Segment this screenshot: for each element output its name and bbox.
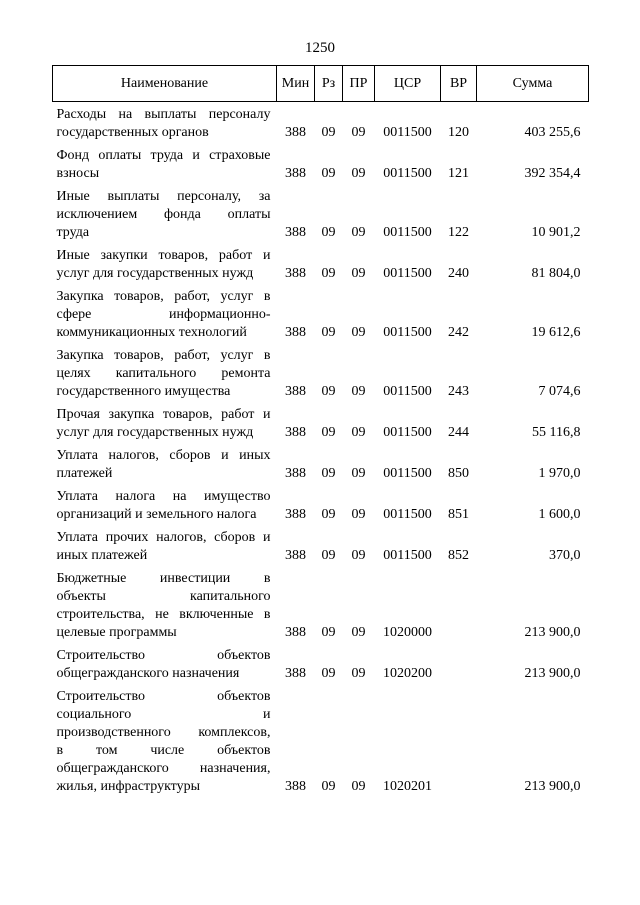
- table-row: [53, 143, 589, 184]
- row-pr: 09: [351, 548, 366, 563]
- row-name: [53, 184, 277, 243]
- row-vr: 244: [448, 425, 469, 440]
- row-rz: 09: [321, 779, 336, 794]
- row-sum: 213 900,0: [524, 666, 581, 681]
- row-name-line: исключением фонда оплаты: [56, 207, 271, 222]
- row-pr: 09: [351, 384, 366, 399]
- row-sum: 10 901,2: [531, 225, 581, 240]
- row-min: 388: [285, 507, 306, 522]
- header-min: Мин: [277, 66, 315, 102]
- row-min: 388: [285, 779, 306, 794]
- row-pr: 09: [351, 225, 366, 240]
- row-csr: 0011500: [383, 225, 432, 240]
- row-sum: 370,0: [549, 548, 581, 563]
- row-name-line: иных платежей: [56, 548, 148, 563]
- row-sum: 19 612,6: [531, 325, 581, 340]
- row-name-line: Прочая закупка товаров, работ и: [56, 407, 271, 422]
- row-vr: [441, 684, 477, 797]
- table-row: [53, 184, 589, 243]
- row-min: 388: [285, 166, 306, 181]
- table-header: [53, 66, 589, 102]
- row-sum: 213 900,0: [524, 779, 581, 794]
- row-csr: 0011500: [383, 125, 432, 140]
- row-name: [53, 484, 277, 525]
- row-min: 388: [285, 548, 306, 563]
- row-name: [53, 102, 277, 144]
- row-sum: 81 804,0: [531, 266, 581, 281]
- row-vr: [441, 643, 477, 684]
- row-rz: 09: [321, 384, 336, 399]
- page-number: 1250: [305, 40, 335, 56]
- row-sum: 403 255,6: [524, 125, 581, 140]
- row-name-line: услуг для государственных нужд: [56, 266, 254, 281]
- row-pr: 09: [351, 266, 366, 281]
- row-name-line: Уплата прочих налогов, сборов и: [56, 530, 271, 545]
- table-row: [53, 243, 589, 284]
- row-name-line: Строительство объектов: [56, 648, 271, 663]
- row-name-line: общегражданского назначения,: [56, 761, 271, 776]
- row-name-line: в том числе объектов: [56, 743, 271, 758]
- row-name: [53, 643, 277, 684]
- header-sum: Сумма: [477, 66, 589, 102]
- header-pr: ПР: [343, 66, 375, 102]
- row-name-line: строительства, не включенные в: [56, 607, 271, 622]
- row-name-line: общегражданского назначения: [56, 666, 240, 681]
- row-name-line: целевые программы: [56, 625, 177, 640]
- row-min: 388: [285, 466, 306, 481]
- row-name-line: государственного имущества: [56, 384, 231, 399]
- row-csr: 0011500: [383, 266, 432, 281]
- row-csr: 0011500: [383, 466, 432, 481]
- row-name-line: труда: [56, 225, 90, 240]
- row-name-line: Иные закупки товаров, работ и: [56, 248, 271, 263]
- row-name-line: Фонд оплаты труда и страховые: [56, 148, 271, 163]
- header-csr: ЦСР: [375, 66, 441, 102]
- row-name: [53, 443, 277, 484]
- row-rz: 09: [321, 166, 336, 181]
- row-vr: 852: [448, 548, 469, 563]
- row-csr: 1020201: [383, 779, 432, 794]
- table-row: [53, 402, 589, 443]
- table-row: [53, 102, 589, 144]
- row-rz: 09: [321, 548, 336, 563]
- row-sum: 1 600,0: [538, 507, 581, 522]
- row-pr: 09: [351, 507, 366, 522]
- row-rz: 09: [321, 125, 336, 140]
- row-name-line: коммуникационных технологий: [56, 325, 247, 340]
- row-min: 388: [285, 666, 306, 681]
- row-vr: 120: [448, 125, 469, 140]
- row-min: 388: [285, 425, 306, 440]
- row-name-line: сфере информационно-: [56, 307, 271, 322]
- row-csr: 1020200: [383, 666, 432, 681]
- row-vr: 121: [448, 166, 469, 181]
- row-pr: 09: [351, 425, 366, 440]
- row-rz: 09: [321, 466, 336, 481]
- row-sum: 55 116,8: [532, 425, 581, 440]
- row-name-line: Закупка товаров, работ, услуг в: [56, 289, 271, 304]
- row-rz: 09: [321, 325, 336, 340]
- row-name-line: государственных органов: [56, 125, 209, 140]
- row-vr: 243: [448, 384, 469, 399]
- row-sum: 7 074,6: [538, 384, 581, 399]
- row-name-line: социального и: [56, 707, 271, 722]
- row-pr: 09: [351, 666, 366, 681]
- row-pr: 09: [351, 325, 366, 340]
- row-name: [53, 566, 277, 643]
- row-name-line: Строительство объектов: [56, 689, 271, 704]
- row-min: 388: [285, 125, 306, 140]
- row-vr: [441, 566, 477, 643]
- row-rz: 09: [321, 425, 336, 440]
- row-name-line: платежей: [56, 466, 113, 481]
- row-name: [53, 143, 277, 184]
- row-rz: 09: [321, 266, 336, 281]
- row-rz: 09: [321, 625, 336, 640]
- row-name-line: Уплата налога на имущество: [56, 489, 271, 504]
- header-vr: ВР: [441, 66, 477, 102]
- row-min: 388: [285, 266, 306, 281]
- row-name-line: объекты капитального: [56, 589, 271, 604]
- row-name-line: жилья, инфраструктуры: [56, 779, 201, 794]
- row-pr: 09: [351, 166, 366, 181]
- row-rz: 09: [321, 666, 336, 681]
- row-vr: 122: [448, 225, 469, 240]
- row-name-line: производственного комплексов,: [56, 725, 271, 740]
- row-min: 388: [285, 225, 306, 240]
- row-vr: 240: [448, 266, 469, 281]
- row-name-line: взносы: [56, 166, 100, 181]
- row-name-line: услуг для государственных нужд: [56, 425, 254, 440]
- header-name: Наименование: [53, 66, 277, 102]
- row-csr: 0011500: [383, 425, 432, 440]
- header-rz: Рз: [315, 66, 343, 102]
- row-name-line: Иные выплаты персоналу, за: [56, 189, 271, 204]
- row-pr: 09: [351, 125, 366, 140]
- row-min: 388: [285, 625, 306, 640]
- table-row: [53, 284, 589, 343]
- row-csr: 0011500: [383, 325, 432, 340]
- table-row: [53, 484, 589, 525]
- row-name-line: Уплата налогов, сборов и иных: [56, 448, 271, 463]
- row-csr: 0011500: [383, 166, 432, 181]
- row-min: 388: [285, 384, 306, 399]
- row-vr: 850: [448, 466, 469, 481]
- row-vr: 851: [448, 507, 469, 522]
- row-pr: 09: [351, 625, 366, 640]
- table-row: [53, 443, 589, 484]
- row-name-line: Бюджетные инвестиции в: [56, 571, 271, 586]
- row-rz: 09: [321, 225, 336, 240]
- table-row: [53, 525, 589, 566]
- row-name: [53, 243, 277, 284]
- row-name-line: организаций и земельного налога: [56, 507, 257, 522]
- table-body: [53, 102, 589, 798]
- row-pr: 09: [351, 466, 366, 481]
- row-name-line: Расходы на выплаты персоналу: [56, 107, 271, 122]
- budget-table: [52, 65, 589, 797]
- table-row: [53, 643, 589, 684]
- row-sum: 392 354,4: [524, 166, 581, 181]
- row-name: [53, 343, 277, 402]
- row-sum: 213 900,0: [524, 625, 581, 640]
- row-name-line: Закупка товаров, работ, услуг в: [56, 348, 271, 363]
- row-min: 388: [285, 325, 306, 340]
- row-csr: 0011500: [383, 384, 432, 399]
- row-name: [53, 684, 277, 797]
- row-csr: 0011500: [383, 548, 432, 563]
- row-vr: 242: [448, 325, 469, 340]
- row-name: [53, 402, 277, 443]
- table-row: [53, 343, 589, 402]
- row-sum: 1 970,0: [538, 466, 581, 481]
- row-name: [53, 525, 277, 566]
- row-name-line: целях капитального ремонта: [56, 366, 271, 381]
- row-csr: 1020000: [383, 625, 432, 640]
- table-row: [53, 566, 589, 643]
- row-pr: 09: [351, 779, 366, 794]
- row-rz: 09: [321, 507, 336, 522]
- table-row: [53, 684, 589, 797]
- row-name: [53, 284, 277, 343]
- row-csr: 0011500: [383, 507, 432, 522]
